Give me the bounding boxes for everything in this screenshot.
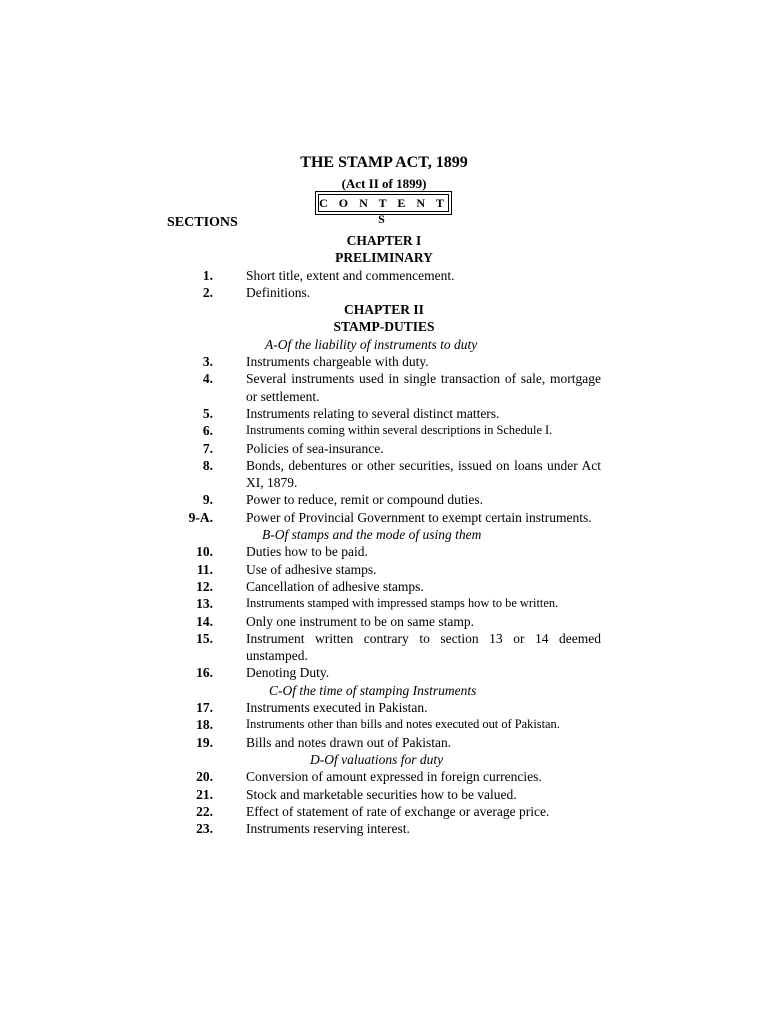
toc-entry <box>0 734 768 751</box>
toc-entry <box>0 716 768 733</box>
section-title: Instruments coming within several descriptions in Schedule I. <box>246 423 553 438</box>
section-title: Bills and notes drawn out of Pakistan. <box>246 734 452 750</box>
section-title: Instruments reserving interest. <box>246 821 410 837</box>
toc-entry <box>0 491 768 508</box>
section-title: Stock and marketable securities how to be valued. <box>246 786 517 802</box>
section-title: Only one instrument to be on same stamp. <box>246 613 474 629</box>
part-heading: C-Of the time of stamping Instruments <box>269 682 477 698</box>
toc-entry <box>0 578 768 595</box>
toc-entry <box>0 509 768 526</box>
toc-entry <box>0 353 768 370</box>
section-number: 7. <box>202 440 213 456</box>
section-number: 12. <box>196 578 213 594</box>
section-number: 17. <box>196 700 213 716</box>
section-title: Power to reduce, remit or compound duties. <box>246 492 483 508</box>
section-number: 15. <box>196 630 213 646</box>
toc-entry <box>0 786 768 803</box>
section-number: 10. <box>196 544 213 560</box>
part-heading: A-Of the liability of instruments to duty <box>265 336 478 352</box>
section-title: Use of adhesive stamps. <box>246 561 377 577</box>
section-number: 22. <box>196 803 213 819</box>
toc-entry <box>0 457 768 492</box>
section-number: 23. <box>196 821 213 837</box>
section-title: Bonds, debentures or other securities, issued on loans under Act XI, 1879. <box>246 457 601 491</box>
section-title: Policies of sea-insurance. <box>246 440 384 456</box>
chapter-heading: CHAPTER I <box>346 233 422 248</box>
section-number: 6. <box>202 423 213 439</box>
chapter-name: PRELIMINARY <box>335 250 433 266</box>
toc-entry <box>0 803 768 820</box>
contents-box <box>315 191 452 226</box>
section-title: Effect of statement of rate of exchange or average price. <box>246 803 550 819</box>
section-title: Short title, extent and commencement. <box>246 267 455 283</box>
part-heading: B-Of stamps and the mode of using them <box>262 527 482 543</box>
section-number: 9. <box>202 492 213 508</box>
section-number: 19. <box>196 734 213 750</box>
document-subtitle: (Act II of 1899) <box>341 176 427 191</box>
section-title: Cancellation of adhesive stamps. <box>246 578 424 594</box>
toc-entry <box>0 267 768 284</box>
section-number: 5. <box>202 405 213 421</box>
section-title: Conversion of amount expressed in foreign currencies. <box>246 769 542 785</box>
section-number: 21. <box>196 786 213 802</box>
chapter-heading: CHAPTER II <box>344 302 424 318</box>
section-number: 9-A. <box>188 509 213 525</box>
toc-entry <box>0 543 768 560</box>
section-title: Instrument written contrary to section 13 or 14 deemed unstamped. <box>246 630 601 664</box>
toc-entry <box>0 630 768 665</box>
part-heading: D-Of valuations for duty <box>310 751 444 767</box>
section-number: 11. <box>196 561 213 577</box>
chapter-name: STAMP-DUTIES <box>333 319 435 335</box>
sections-label: SECTIONS <box>167 215 238 230</box>
section-number: 18. <box>196 717 213 733</box>
toc-entry <box>0 370 768 405</box>
toc-entry <box>0 422 768 439</box>
section-number: 16. <box>196 665 213 681</box>
document-title: THE STAMP ACT, 1899 <box>300 154 468 171</box>
section-number: 13. <box>196 596 213 612</box>
section-title: Instruments executed in Pakistan. <box>246 700 428 716</box>
toc-entry <box>0 595 768 612</box>
toc-entry <box>0 613 768 630</box>
section-title: Power of Provincial Government to exempt certain instruments. <box>246 509 592 525</box>
toc-entry <box>0 664 768 681</box>
toc-entry <box>0 405 768 422</box>
section-title: Duties how to be paid. <box>246 544 368 560</box>
section-number: 14. <box>196 613 213 629</box>
toc-entry <box>0 440 768 457</box>
section-number: 4. <box>202 371 213 387</box>
toc-entry <box>0 820 768 837</box>
section-number: 20. <box>196 769 213 785</box>
section-number: 1. <box>202 267 213 283</box>
section-title: Several instruments used in single transaction of sale, mortgage or settlement. <box>246 371 601 404</box>
section-title: Instruments stamped with impressed stamps how to be written. <box>246 596 559 611</box>
section-number: 3. <box>202 354 213 370</box>
section-title: Instruments chargeable with duty. <box>246 354 429 370</box>
section-number: 2. <box>202 284 213 300</box>
section-number: 8. <box>202 457 213 473</box>
section-title: Definitions. <box>246 284 311 300</box>
toc-entry <box>0 699 768 716</box>
contents-label: C O N T E N T S <box>319 196 448 226</box>
toc-entry <box>0 768 768 785</box>
table-of-contents <box>0 232 768 837</box>
section-title: Instruments relating to several distinct matters. <box>246 405 500 421</box>
section-title: Denoting Duty. <box>246 665 330 681</box>
toc-entry <box>0 284 768 301</box>
section-title: Instruments other than bills and notes executed out of Pakistan. <box>246 717 560 732</box>
toc-entry <box>0 561 768 578</box>
